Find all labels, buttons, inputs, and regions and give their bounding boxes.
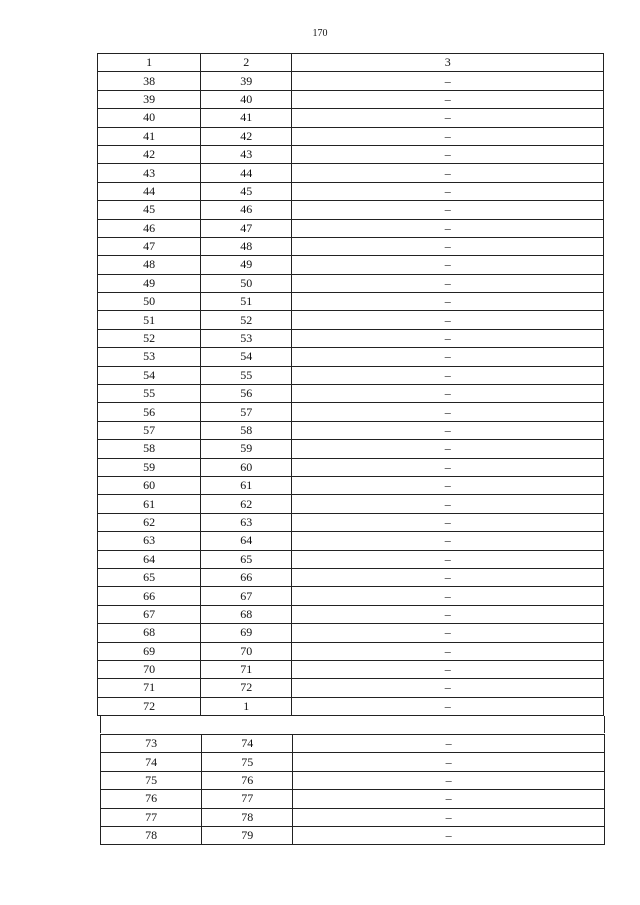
table-cell-col2: 39: [201, 72, 292, 90]
table-cell-col2: 40: [201, 90, 292, 108]
table-row: [101, 790, 605, 808]
table-cell-col3: –: [292, 476, 604, 494]
table-row: [101, 735, 605, 753]
table-cell-col3: –: [292, 72, 604, 90]
table-cell-col2: 41: [201, 109, 292, 127]
table-row: [101, 808, 605, 826]
table-cell-col2: 74: [202, 735, 293, 753]
table-cell-col1: 65: [98, 568, 201, 586]
table-cell-col3: –: [292, 624, 604, 642]
table-cell-col2: 76: [202, 771, 293, 789]
table-cell-col2: 50: [201, 274, 292, 292]
table-cell-col2: 72: [201, 679, 292, 697]
table-cell-col1: 48: [98, 256, 201, 274]
table-cell-col1: 38: [98, 72, 201, 90]
table-cell-col1: 66: [98, 587, 201, 605]
table-cell-col3: –: [292, 550, 604, 568]
table-cell-col3: –: [292, 642, 604, 660]
table-cell-col3: –: [292, 513, 604, 531]
table-cell-col2: 59: [201, 440, 292, 458]
table-cell-col3: –: [292, 329, 604, 347]
table-cell-col3: –: [292, 532, 604, 550]
table-cell-col2: 45: [201, 182, 292, 200]
table-row: [98, 532, 604, 550]
table-cell-col2: 68: [201, 605, 292, 623]
table-cell-col1: 59: [98, 458, 201, 476]
table-cell-col2: 46: [201, 201, 292, 219]
table-row: [98, 348, 604, 366]
table-row: [98, 219, 604, 237]
table-cell-col2: 53: [201, 329, 292, 347]
table-cell-col2: 78: [202, 808, 293, 826]
table-row: [101, 771, 605, 789]
table-cell-col3: –: [293, 735, 605, 753]
table-row: [98, 679, 604, 697]
table-cell-col3: –: [292, 660, 604, 678]
table-row: [101, 753, 605, 771]
table-cell-col3: –: [292, 127, 604, 145]
table-row: [101, 826, 605, 844]
data-table-bottom: [100, 734, 605, 845]
table-row: [98, 476, 604, 494]
table-cell-col3: –: [292, 679, 604, 697]
table-cell-col2: 60: [201, 458, 292, 476]
table-cell-col3: –: [292, 348, 604, 366]
page-number: 170: [312, 28, 328, 39]
table-cell-col1: 47: [98, 237, 201, 255]
table-cell-col1: 41: [98, 127, 201, 145]
table-cell-col3: –: [292, 440, 604, 458]
table-cell-col2: 43: [201, 145, 292, 163]
data-table-top: [97, 53, 604, 716]
table-cell-col3: –: [292, 256, 604, 274]
table-cell-col1: 39: [98, 90, 201, 108]
table-cell-col3: –: [292, 605, 604, 623]
table-cell-col2: 77: [202, 790, 293, 808]
table-cell-col1: 56: [98, 403, 201, 421]
table-row: [98, 421, 604, 439]
table-cell-col2: 65: [201, 550, 292, 568]
header-cell-col3: 3: [292, 54, 604, 72]
table-cell-col1: 50: [98, 293, 201, 311]
table-cell-col1: 67: [98, 605, 201, 623]
table-row: [98, 587, 604, 605]
table-row: [98, 127, 604, 145]
table-cell-col1: 62: [98, 513, 201, 531]
table-cell-col1: 64: [98, 550, 201, 568]
table-cell-col3: –: [293, 753, 605, 771]
table-row: [98, 256, 604, 274]
table-cell-col2: 1: [201, 697, 292, 715]
table-cell-col2: 54: [201, 348, 292, 366]
table-row: [98, 513, 604, 531]
table-row: [98, 660, 604, 678]
table-cell-col3: –: [292, 697, 604, 715]
table-row: [98, 145, 604, 163]
table-row: [98, 403, 604, 421]
table-row: [98, 90, 604, 108]
table-cell-col2: 69: [201, 624, 292, 642]
table-cell-col1: 49: [98, 274, 201, 292]
table-row: [98, 550, 604, 568]
table-gap-row: [100, 716, 605, 733]
table-cell-col2: 47: [201, 219, 292, 237]
header-cell-col1: 1: [98, 54, 201, 72]
table-cell-col1: 75: [101, 771, 202, 789]
table-cell-col2: 66: [201, 568, 292, 586]
table-row: [98, 366, 604, 384]
table-cell-col1: 51: [98, 311, 201, 329]
table-row: [98, 274, 604, 292]
table-row: [98, 237, 604, 255]
table-cell-col2: 44: [201, 164, 292, 182]
table-cell-col2: 79: [202, 826, 293, 844]
table-row: [98, 293, 604, 311]
table-cell-col1: 43: [98, 164, 201, 182]
table-cell-col1: 54: [98, 366, 201, 384]
table-cell-col1: 58: [98, 440, 201, 458]
table-cell-col1: 77: [101, 808, 202, 826]
table-cell-col1: 63: [98, 532, 201, 550]
table-cell-col3: –: [293, 808, 605, 826]
table-cell-col2: 57: [201, 403, 292, 421]
table-cell-col2: 52: [201, 311, 292, 329]
table-cell-col2: 58: [201, 421, 292, 439]
table-cell-col3: –: [292, 568, 604, 586]
table-cell-col2: 64: [201, 532, 292, 550]
table-cell-col2: 75: [202, 753, 293, 771]
table-cell-col3: –: [292, 293, 604, 311]
table-cell-col3: –: [292, 495, 604, 513]
table-cell-col3: –: [292, 219, 604, 237]
table-row: [98, 164, 604, 182]
table-cell-col1: 60: [98, 476, 201, 494]
table-cell-col1: 57: [98, 421, 201, 439]
table-cell-col3: –: [292, 311, 604, 329]
table-cell-col3: –: [292, 164, 604, 182]
table-cell-col2: 56: [201, 385, 292, 403]
table-cell-col1: 68: [98, 624, 201, 642]
table-row: [98, 440, 604, 458]
table-cell-col2: 63: [201, 513, 292, 531]
table-cell-col3: –: [293, 826, 605, 844]
table-row: [98, 311, 604, 329]
table-cell-col2: 49: [201, 256, 292, 274]
table-cell-col2: 67: [201, 587, 292, 605]
table-cell-col3: –: [292, 201, 604, 219]
table-cell-col2: 42: [201, 127, 292, 145]
table-row: [98, 72, 604, 90]
table-cell-col3: –: [292, 366, 604, 384]
header-cell-col2: 2: [201, 54, 292, 72]
table-cell-col1: 70: [98, 660, 201, 678]
table-cell-col1: 69: [98, 642, 201, 660]
table-row: [98, 495, 604, 513]
table-cell-col2: 62: [201, 495, 292, 513]
table-cell-col2: 70: [201, 642, 292, 660]
table-cell-col1: 78: [101, 826, 202, 844]
table-cell-col1: 71: [98, 679, 201, 697]
table-cell-col1: 55: [98, 385, 201, 403]
table-cell-col1: 40: [98, 109, 201, 127]
table-row: [98, 329, 604, 347]
table-cell-col3: –: [292, 90, 604, 108]
table-row: [98, 109, 604, 127]
table-cell-col3: –: [292, 403, 604, 421]
table-cell-col3: –: [293, 790, 605, 808]
table-row: [98, 201, 604, 219]
table-cell-col2: 61: [201, 476, 292, 494]
table-cell-col1: 53: [98, 348, 201, 366]
table-cell-col1: 72: [98, 697, 201, 715]
table-row: [98, 697, 604, 715]
table-cell-col1: 42: [98, 145, 201, 163]
table-cell-col1: 45: [98, 201, 201, 219]
table-cell-col1: 73: [101, 735, 202, 753]
table-cell-col3: –: [292, 182, 604, 200]
table-cell-col3: –: [292, 421, 604, 439]
table-cell-col3: –: [293, 771, 605, 789]
table-cell-col3: –: [292, 145, 604, 163]
table-cell-col1: 52: [98, 329, 201, 347]
table-row: [98, 568, 604, 586]
table-cell-col1: 76: [101, 790, 202, 808]
table-cell-col1: 46: [98, 219, 201, 237]
table-cell-col3: –: [292, 385, 604, 403]
table-cell-col3: –: [292, 237, 604, 255]
table-cell-col2: 55: [201, 366, 292, 384]
table-cell-col3: –: [292, 274, 604, 292]
table-row: [98, 458, 604, 476]
table-cell-col1: 44: [98, 182, 201, 200]
table-cell-col2: 51: [201, 293, 292, 311]
table-header-row: [98, 54, 604, 72]
table-cell-col2: 71: [201, 660, 292, 678]
table-row: [98, 605, 604, 623]
table-cell-col1: 61: [98, 495, 201, 513]
table-cell-col1: 74: [101, 753, 202, 771]
table-row: [98, 385, 604, 403]
table-cell-col3: –: [292, 109, 604, 127]
table-cell-col2: 48: [201, 237, 292, 255]
table-cell-col3: –: [292, 458, 604, 476]
table-cell-col3: –: [292, 587, 604, 605]
table-row: [98, 642, 604, 660]
table-row: [98, 624, 604, 642]
table-row: [98, 182, 604, 200]
